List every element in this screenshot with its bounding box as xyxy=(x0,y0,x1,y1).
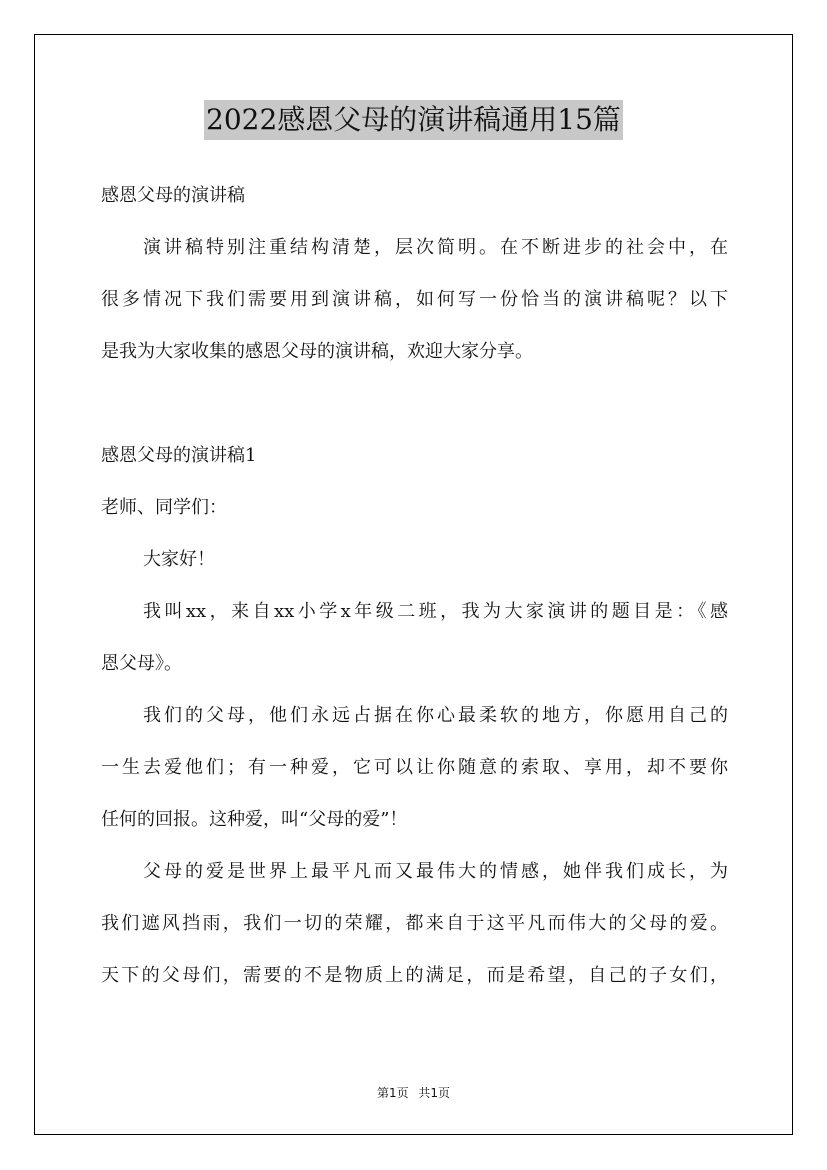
document-title: 2022感恩父母的演讲稿通用15篇 xyxy=(204,100,623,140)
text-line: 老师、同学们： xyxy=(101,497,227,518)
text-line: 演讲稿特别注重结构清楚，层次简明。在不断进步的社会中，在 xyxy=(143,237,728,258)
text-line: 我叫xx，来自xx小学x年级二班，我为大家演讲的题目是：《感 xyxy=(143,601,728,622)
text-line: 恩父母》。 xyxy=(101,653,182,674)
text-line: 我们的父母，他们永远占据在你心最柔软的地方，你愿用自己的 xyxy=(143,705,728,726)
page-total: 共1页 xyxy=(418,1086,451,1100)
page-footer xyxy=(0,1084,827,1101)
text-line: 是我为大家收集的感恩父母的演讲稿，欢迎大家分享。 xyxy=(101,341,533,362)
document-body xyxy=(101,170,728,1002)
title-container xyxy=(0,100,827,140)
text-line: 一生去爱他们；有一种爱，它可以让你随意的索取、享用，却不要你 xyxy=(101,757,728,778)
text-line: 大家好！ xyxy=(143,549,215,570)
paragraph-gap xyxy=(101,378,728,430)
text-line: 父母的爱是世界上最平凡而又最伟大的情感，她伴我们成长，为 xyxy=(143,861,728,882)
page-number: 第1页 xyxy=(376,1086,409,1100)
text-line: 任何的回报。这种爱，叫“父母的爱”！ xyxy=(101,809,408,830)
text-line: 天下的父母们，需要的不是物质上的满足，而是希望，自己的子女们， xyxy=(101,965,728,986)
text-line: 感恩父母的演讲稿1 xyxy=(101,445,257,466)
text-line: 感恩父母的演讲稿 xyxy=(101,185,245,206)
text-line: 我们遮风挡雨，我们一切的荣耀，都来自于这平凡而伟大的父母的爱。 xyxy=(101,913,728,934)
text-line: 很多情况下我们需要用到演讲稿，如何写一份恰当的演讲稿呢？以下 xyxy=(101,289,728,310)
